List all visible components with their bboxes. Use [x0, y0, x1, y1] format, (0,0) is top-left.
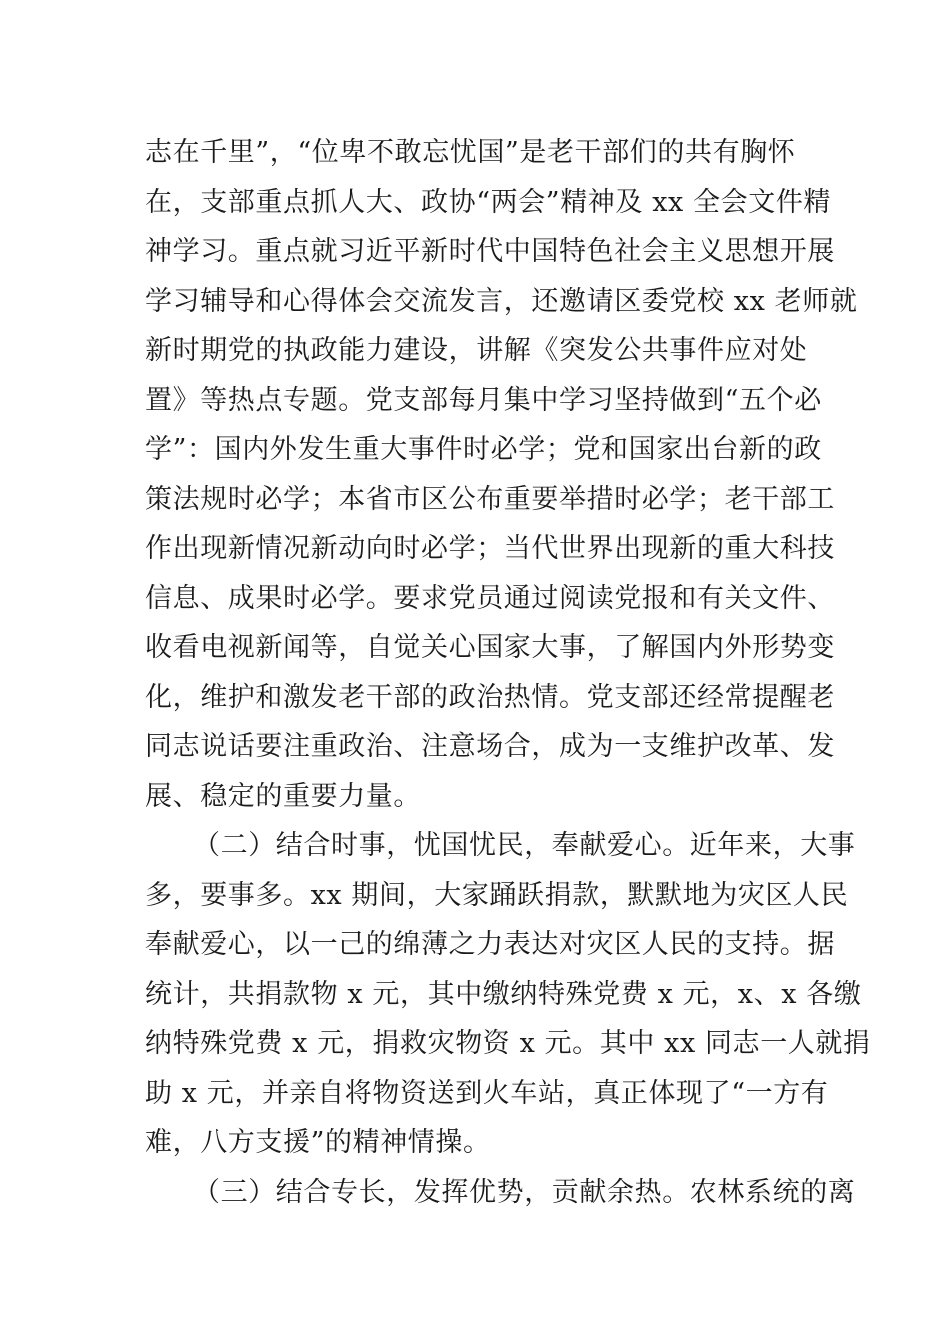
- paragraph-2-heading-line: （二）结合时事，忧国忧民，奉献爱心。近年来，大事: [193, 830, 856, 861]
- text-line-7: 学”：国内外发生重大事件时必学；党和国家出台新的政: [145, 434, 822, 465]
- text-line-4: 学习辅导和心得体会交流发言，还邀请区委党校 xx 老师就: [145, 286, 858, 317]
- text-line-8: 策法规时必学；本省市区公布重要举措时必学；老干部工: [145, 484, 835, 515]
- text-line-17: 奉献爱心，以一己的绵薄之力表达对灾区人民的支持。据: [145, 929, 835, 960]
- text-line-20: 助 x 元，并亲自将物资送到火车站，真正体现了“一方有: [145, 1078, 829, 1109]
- text-line-12: 化，维护和激发老干部的政治热情。党支部还经常提醒老: [145, 682, 835, 713]
- text-line-1: 志在千里”，“位卑不敢忘忧国”是老干部们的共有胸怀: [145, 137, 796, 168]
- text-line-13: 同志说话要注重政治、注意场合，成为一支维护改革、发: [145, 731, 835, 762]
- text-line-18: 统计，共捐款物 x 元，其中缴纳特殊党费 x 元，x、x 各缴: [145, 979, 862, 1010]
- text-line-6: 置》等热点专题。党支部每月集中学习坚持做到“五个必: [145, 385, 822, 416]
- text-line-2: 在，支部重点抓人大、政协“两会”精神及 xx 全会文件精: [145, 187, 832, 218]
- text-line-10: 信息、成果时必学。要求党员通过阅读党报和有关文件、: [145, 583, 835, 614]
- text-line-19: 纳特殊党费 x 元，捐救灾物资 x 元。其中 xx 同志一人就捐: [145, 1028, 871, 1059]
- text-line-5: 新时期党的执政能力建设，讲解《突发公共事件应对处: [145, 335, 808, 366]
- text-line-21: 难，八方支援”的精神情操。: [145, 1127, 491, 1158]
- text-line-11: 收看电视新闻等，自觉关心国家大事，了解国内外形势变: [145, 632, 835, 663]
- text-line-3: 神学习。重点就习近平新时代中国特色社会主义思想开展: [145, 236, 835, 267]
- text-line-14: 展、稳定的重要力量。: [145, 781, 421, 812]
- text-line-9: 作出现新情况新动向时必学；当代世界出现新的重大科技: [145, 533, 835, 564]
- text-line-16: 多，要事多。xx 期间，大家踊跃捐款，默默地为灾区人民: [145, 880, 849, 911]
- paragraph-3-heading-line: （三）结合专长，发挥优势，贡献余热。农林系统的离: [193, 1177, 856, 1208]
